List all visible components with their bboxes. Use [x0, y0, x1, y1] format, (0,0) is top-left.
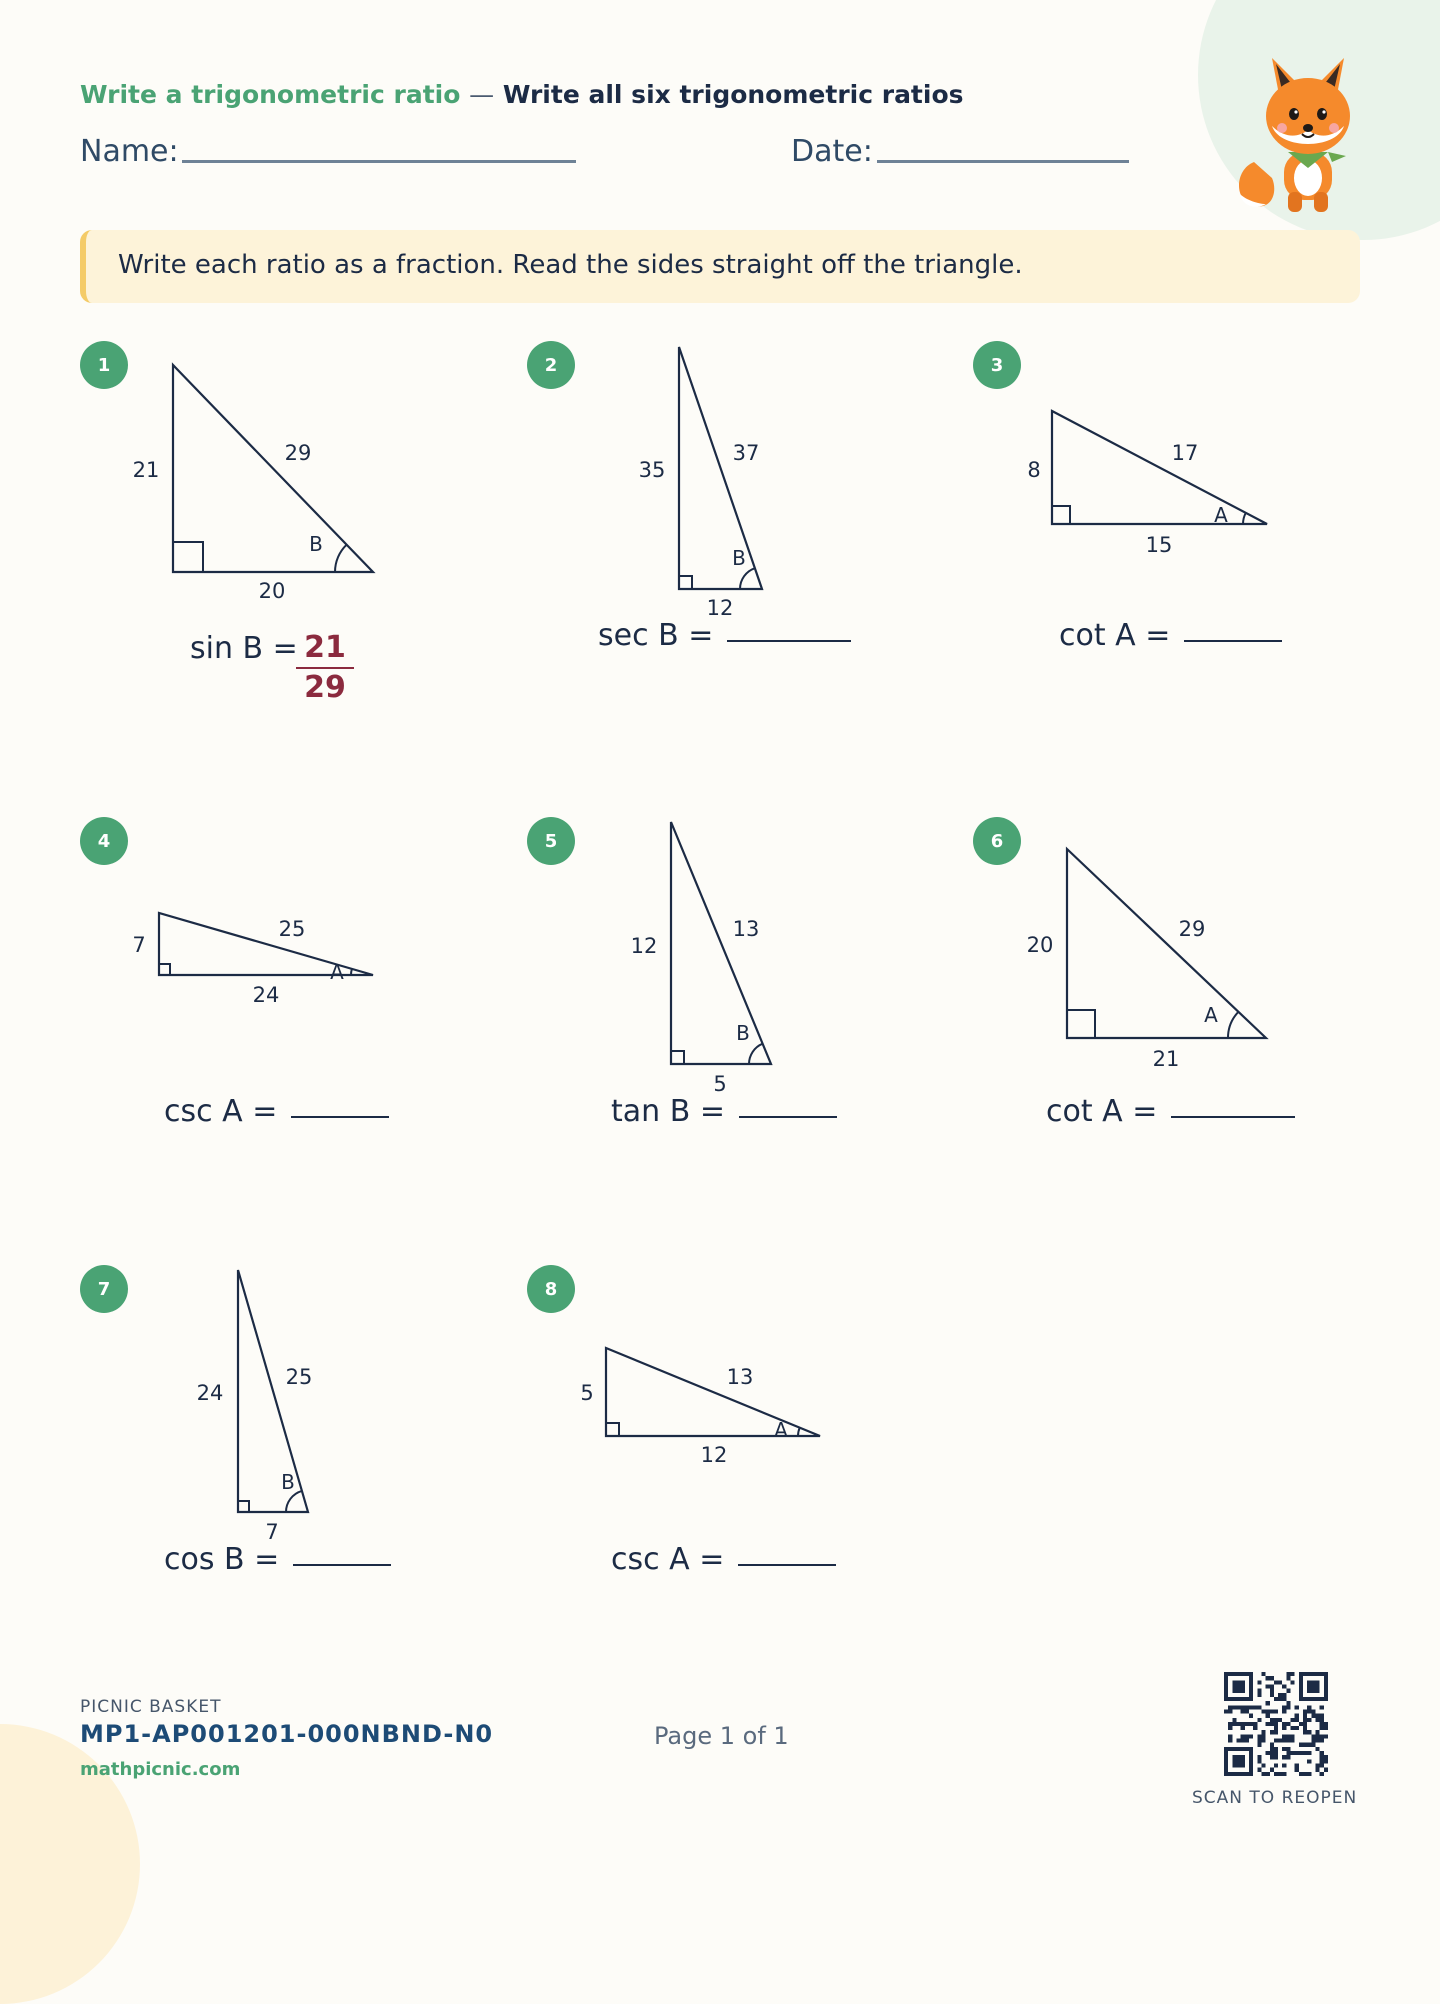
- ratio-prompt: [164, 1094, 389, 1129]
- angle-label: A: [774, 1418, 788, 1442]
- triangle-outline: [238, 1270, 308, 1512]
- triangle-outline: [1067, 849, 1266, 1038]
- answer-blank[interactable]: [738, 1564, 836, 1566]
- angle-arc-icon: [351, 969, 352, 975]
- triangle-outline: [606, 1348, 820, 1436]
- right-angle-icon: [1067, 1010, 1095, 1038]
- right-angle-icon: [606, 1423, 619, 1436]
- ratio-prompt: [1046, 1094, 1295, 1129]
- site-link[interactable]: mathpicnic.com: [80, 1759, 241, 1780]
- angle-arc-icon: [1243, 513, 1246, 524]
- ratio-label: cos B =: [164, 1542, 280, 1577]
- ratio-label: cot A =: [1059, 618, 1171, 653]
- side-length-hypotenuse: 13: [726, 1365, 754, 1389]
- side-length-horizontal: 12: [706, 596, 734, 620]
- angle-arc-icon: [335, 545, 347, 572]
- side-length-horizontal: 5: [713, 1072, 727, 1096]
- qr-code-icon[interactable]: [1224, 1672, 1328, 1776]
- side-length-hypotenuse: 37: [732, 441, 760, 465]
- angle-arc-icon: [286, 1491, 302, 1512]
- side-length-hypotenuse: 29: [284, 441, 312, 465]
- angle-arc-icon: [740, 568, 755, 589]
- angle-arc-icon: [798, 1428, 800, 1436]
- side-length-vertical: 21: [132, 458, 160, 482]
- right-angle-icon: [671, 1051, 684, 1064]
- answer-denominator: 29: [304, 670, 346, 705]
- answer-numerator: 21: [304, 630, 346, 665]
- answer-blank[interactable]: [293, 1564, 391, 1566]
- worksheet-code: MP1-AP001201-000NBND-N0: [80, 1720, 494, 1748]
- side-length-hypotenuse: 25: [285, 1365, 313, 1389]
- question-number-badge: 4: [80, 817, 128, 865]
- side-length-hypotenuse: 29: [1178, 917, 1206, 941]
- instructions-box: [80, 230, 1360, 303]
- ratio-prompt: [164, 1542, 391, 1577]
- angle-arc-icon: [749, 1044, 763, 1064]
- ratio-prompt: [1059, 618, 1282, 653]
- page-number: Page 1 of 1: [654, 1722, 789, 1750]
- side-length-vertical: 7: [132, 933, 146, 957]
- side-length-vertical: 8: [1027, 458, 1041, 482]
- right-angle-icon: [159, 964, 170, 975]
- date-field[interactable]: [877, 160, 1129, 163]
- fox-mascot-icon: [1232, 42, 1382, 220]
- right-angle-icon: [238, 1501, 249, 1512]
- triangle-outline: [173, 365, 373, 572]
- angle-label: A: [330, 960, 344, 984]
- side-length-vertical: 24: [196, 1381, 224, 1405]
- side-length-horizontal: 12: [700, 1443, 728, 1467]
- side-length-horizontal: 20: [258, 579, 286, 603]
- side-length-hypotenuse: 13: [732, 917, 760, 941]
- ratio-label: cot A =: [1046, 1094, 1158, 1129]
- angle-label: B: [281, 1470, 295, 1494]
- qr-caption: SCAN TO REOPEN: [1192, 1788, 1358, 1808]
- instructions-text: Write each ratio as a fraction. Read the sides straight off the triangle.: [118, 250, 1023, 280]
- question-number-badge: 7: [80, 1265, 128, 1313]
- side-length-vertical: 12: [630, 934, 658, 958]
- right-angle-icon: [173, 542, 203, 572]
- angle-arc-icon: [1228, 1012, 1238, 1038]
- answer-blank[interactable]: [291, 1116, 389, 1118]
- triangle-outline: [159, 913, 373, 975]
- date-label: Date:: [791, 134, 873, 169]
- ratio-label: tan B =: [611, 1094, 725, 1129]
- side-length-horizontal: 15: [1145, 533, 1173, 557]
- side-length-hypotenuse: 25: [278, 917, 306, 941]
- side-length-vertical: 35: [638, 458, 666, 482]
- angle-label: A: [1214, 503, 1228, 527]
- question-number-badge: 1: [80, 341, 128, 389]
- side-length-horizontal: 24: [252, 983, 280, 1007]
- answer-blank[interactable]: [1184, 640, 1282, 642]
- name-label: Name:: [80, 134, 179, 169]
- answer-blank[interactable]: [739, 1116, 837, 1118]
- ratio-prompt: [190, 631, 298, 666]
- ratio-prompt: [611, 1542, 836, 1577]
- worksheet-subtitle: Write all six trigonometric ratios: [502, 80, 964, 109]
- angle-label: B: [732, 546, 746, 570]
- right-angle-icon: [679, 576, 692, 589]
- footer-brand: PICNIC BASKET: [80, 1697, 222, 1717]
- side-length-horizontal: 7: [265, 1520, 279, 1544]
- ratio-prompt: [611, 1094, 837, 1129]
- question-number-badge: 6: [973, 817, 1021, 865]
- name-field[interactable]: [182, 160, 576, 163]
- page-title: [80, 80, 964, 109]
- triangle-outline: [1052, 411, 1267, 524]
- question-number-badge: 5: [527, 817, 575, 865]
- ratio-label: sec B =: [598, 618, 714, 653]
- ratio-label: sin B =: [190, 631, 298, 666]
- worked-answer-fraction: [296, 630, 354, 706]
- angle-label: B: [309, 532, 323, 556]
- angle-label: A: [1204, 1003, 1218, 1027]
- side-length-vertical: 20: [1026, 933, 1054, 957]
- answer-blank[interactable]: [1171, 1116, 1295, 1118]
- side-length-horizontal: 21: [1152, 1047, 1180, 1071]
- right-angle-icon: [1052, 506, 1070, 524]
- angle-label: B: [736, 1021, 750, 1045]
- question-number-badge: 8: [527, 1265, 575, 1313]
- title-separator: —: [469, 80, 495, 109]
- question-number-badge: 2: [527, 341, 575, 389]
- topic-title: Write a trigonometric ratio: [80, 80, 461, 109]
- ratio-label: csc A =: [164, 1094, 278, 1129]
- side-length-vertical: 5: [580, 1381, 594, 1405]
- ratio-prompt: [598, 618, 851, 653]
- ratio-label: csc A =: [611, 1542, 725, 1577]
- fraction-bar: [296, 667, 354, 669]
- side-length-hypotenuse: 17: [1171, 441, 1199, 465]
- answer-blank[interactable]: [727, 640, 851, 642]
- question-number-badge: 3: [973, 341, 1021, 389]
- triangle-outline: [679, 347, 762, 589]
- triangle-outline: [671, 822, 771, 1064]
